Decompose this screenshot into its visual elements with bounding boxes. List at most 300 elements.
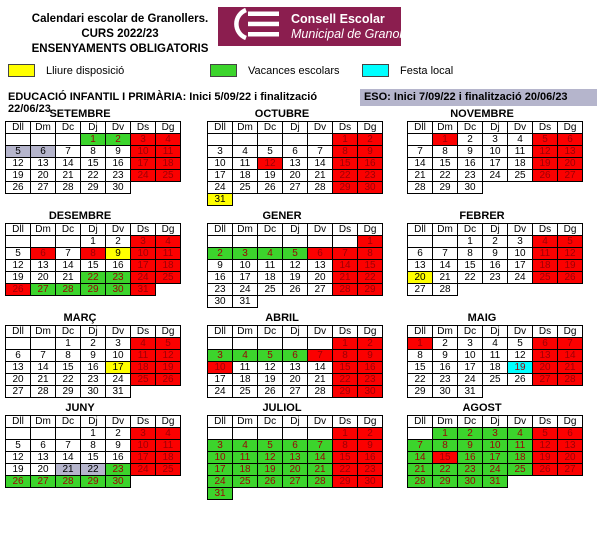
day-cell: 15	[81, 452, 106, 464]
day-cell: 1	[333, 338, 358, 350]
weekday-header: Dll	[208, 416, 233, 428]
weekday-header: Dg	[358, 122, 383, 134]
day-cell: 21	[433, 272, 458, 284]
legend-item-festa-local	[362, 64, 453, 77]
legend-item-lliure-disposicio	[8, 64, 210, 77]
week-row	[208, 452, 383, 464]
weekday-header: Dv	[106, 122, 131, 134]
logo-text-line-1: Consell Escolar	[291, 12, 385, 27]
day-cell: 2	[458, 428, 483, 440]
consell-escolar-logo-icon	[231, 8, 281, 45]
day-cell: 13	[533, 350, 558, 362]
month-juny	[5, 402, 207, 500]
day-cell: 16	[458, 158, 483, 170]
empty-cell	[408, 236, 433, 248]
day-cell: 18	[156, 260, 181, 272]
day-cell: 15	[458, 260, 483, 272]
day-cell: 8	[433, 440, 458, 452]
weekday-header: Dg	[358, 326, 383, 338]
weekday-header-row	[6, 224, 181, 236]
day-cell: 22	[433, 170, 458, 182]
empty-cell	[233, 236, 258, 248]
day-cell: 24	[208, 386, 233, 398]
day-cell: 14	[31, 362, 56, 374]
weekday-header: Dv	[308, 326, 333, 338]
week-row	[208, 350, 383, 362]
calendar-table-juny	[5, 415, 181, 488]
day-cell: 15	[56, 362, 81, 374]
week-row	[6, 428, 181, 440]
day-cell: 2	[358, 338, 383, 350]
weekday-header: Dv	[508, 326, 533, 338]
weekday-header: Dg	[156, 326, 181, 338]
day-cell: 9	[433, 350, 458, 362]
weekday-header: Dv	[308, 416, 333, 428]
empty-cell	[233, 338, 258, 350]
weekday-header: Dm	[233, 122, 258, 134]
empty-cell	[208, 236, 233, 248]
day-cell: 28	[408, 476, 433, 488]
day-cell: 14	[408, 158, 433, 170]
week-row	[408, 182, 583, 194]
day-cell: 28	[333, 284, 358, 296]
week-row	[408, 440, 583, 452]
day-cell: 9	[106, 248, 131, 260]
week-row	[6, 362, 181, 374]
day-cell: 19	[558, 260, 583, 272]
day-cell: 12	[6, 260, 31, 272]
week-row	[408, 350, 583, 362]
day-cell: 2	[483, 236, 508, 248]
calendar-table-marc	[5, 325, 181, 398]
day-cell: 17	[483, 158, 508, 170]
day-cell: 4	[131, 338, 156, 350]
week-row	[6, 248, 181, 260]
week-row	[208, 296, 383, 308]
weekday-header: Dv	[106, 416, 131, 428]
week-row	[408, 386, 583, 398]
day-cell: 1	[408, 338, 433, 350]
day-cell: 23	[358, 464, 383, 476]
empty-cell	[208, 338, 233, 350]
weekday-header: Dc	[458, 416, 483, 428]
weekday-header: Dg	[358, 224, 383, 236]
weekday-header: Dc	[56, 416, 81, 428]
day-cell: 5	[156, 338, 181, 350]
day-cell: 24	[131, 170, 156, 182]
logo-text	[291, 12, 422, 41]
week-row	[6, 440, 181, 452]
weekday-header: Dv	[508, 416, 533, 428]
day-cell: 23	[358, 374, 383, 386]
day-cell: 18	[233, 170, 258, 182]
day-cell: 9	[358, 146, 383, 158]
day-cell: 16	[81, 362, 106, 374]
month-title-agost: AGOST	[462, 402, 502, 414]
weekday-header: Dm	[31, 224, 56, 236]
day-cell: 27	[558, 170, 583, 182]
week-row	[6, 476, 181, 488]
empty-cell	[308, 134, 333, 146]
day-cell: 15	[358, 260, 383, 272]
empty-cell	[208, 428, 233, 440]
day-cell: 5	[508, 338, 533, 350]
week-row	[6, 452, 181, 464]
empty-cell	[308, 428, 333, 440]
month-febrer	[407, 210, 583, 308]
day-cell: 9	[458, 146, 483, 158]
month-title-juliol: JULIOL	[262, 402, 302, 414]
day-cell: 11	[233, 362, 258, 374]
weekday-header: Dll	[208, 326, 233, 338]
empty-cell	[333, 236, 358, 248]
day-cell: 6	[308, 248, 333, 260]
weekday-header-row	[208, 122, 383, 134]
day-cell: 13	[31, 452, 56, 464]
weekday-header-row	[6, 416, 181, 428]
logo-text-line-2: Municipal de Granollers	[291, 26, 423, 41]
day-cell: 16	[106, 260, 131, 272]
legend-swatch-cyan	[362, 64, 389, 77]
page-header	[0, 0, 600, 60]
day-cell: 10	[106, 350, 131, 362]
weekday-header: Dc	[458, 122, 483, 134]
day-cell: 13	[558, 146, 583, 158]
day-cell: 20	[558, 158, 583, 170]
day-cell: 7	[56, 146, 81, 158]
month-desembre	[5, 210, 207, 308]
day-cell: 27	[283, 182, 308, 194]
day-cell: 17	[208, 170, 233, 182]
weekday-header: Dc	[258, 224, 283, 236]
day-cell: 25	[233, 476, 258, 488]
day-cell: 12	[258, 362, 283, 374]
day-cell: 25	[508, 464, 533, 476]
weekday-header: Ds	[533, 224, 558, 236]
page-title-line-3: ENSENYAMENTS OBLIGATORIS	[31, 42, 209, 55]
day-cell: 22	[333, 170, 358, 182]
day-cell: 12	[533, 146, 558, 158]
week-row	[208, 428, 383, 440]
day-cell: 20	[558, 452, 583, 464]
empty-cell	[6, 338, 31, 350]
day-cell: 12	[156, 350, 181, 362]
day-cell: 27	[31, 182, 56, 194]
day-cell: 12	[6, 452, 31, 464]
day-cell: 27	[283, 476, 308, 488]
weekday-header: Dll	[408, 224, 433, 236]
week-row	[408, 236, 583, 248]
day-cell: 17	[131, 260, 156, 272]
month-abril	[207, 312, 407, 398]
weekday-header: Dll	[408, 416, 433, 428]
day-cell: 29	[56, 386, 81, 398]
day-cell: 30	[433, 386, 458, 398]
week-row	[408, 338, 583, 350]
weekday-header: Dc	[258, 122, 283, 134]
empty-cell	[258, 338, 283, 350]
day-cell: 13	[6, 362, 31, 374]
day-cell: 28	[408, 182, 433, 194]
day-cell: 6	[558, 428, 583, 440]
day-cell: 27	[6, 386, 31, 398]
weekday-header: Ds	[333, 224, 358, 236]
day-cell: 1	[333, 134, 358, 146]
day-cell: 10	[483, 146, 508, 158]
weekday-header-row	[6, 122, 181, 134]
legend-label: Festa local	[400, 64, 454, 77]
week-row	[6, 284, 181, 296]
day-cell: 21	[31, 374, 56, 386]
weekday-header: Dj	[483, 326, 508, 338]
day-cell: 29	[408, 386, 433, 398]
weekday-header: Ds	[131, 224, 156, 236]
weekday-header: Dj	[483, 224, 508, 236]
day-cell: 18	[508, 452, 533, 464]
day-cell: 26	[6, 284, 31, 296]
day-cell: 22	[56, 374, 81, 386]
month-title-desembre: DESEMBRE	[48, 210, 112, 222]
week-row	[208, 464, 383, 476]
day-cell: 16	[483, 260, 508, 272]
week-row	[208, 284, 383, 296]
day-cell: 19	[258, 374, 283, 386]
empty-cell	[6, 236, 31, 248]
day-cell: 11	[508, 146, 533, 158]
day-cell: 3	[483, 134, 508, 146]
day-cell: 6	[31, 146, 56, 158]
weekday-header: Dm	[233, 326, 258, 338]
day-cell: 10	[131, 146, 156, 158]
day-cell: 20	[31, 170, 56, 182]
day-cell: 7	[31, 350, 56, 362]
day-cell: 26	[508, 374, 533, 386]
week-row	[408, 158, 583, 170]
empty-cell	[56, 428, 81, 440]
day-cell: 30	[208, 296, 233, 308]
week-row	[408, 146, 583, 158]
day-cell: 9	[483, 248, 508, 260]
day-cell: 15	[408, 362, 433, 374]
day-cell: 4	[156, 236, 181, 248]
week-row	[408, 476, 583, 488]
weekday-header-row	[208, 326, 383, 338]
day-cell: 2	[106, 236, 131, 248]
page-title	[6, 12, 234, 57]
day-cell: 10	[131, 248, 156, 260]
day-cell: 31	[458, 386, 483, 398]
weekday-header: Dm	[433, 122, 458, 134]
empty-cell	[258, 428, 283, 440]
day-cell: 5	[258, 350, 283, 362]
day-cell: 2	[358, 134, 383, 146]
empty-cell	[208, 134, 233, 146]
week-row	[208, 338, 383, 350]
day-cell: 30	[358, 476, 383, 488]
month-gener	[207, 210, 407, 308]
day-cell: 6	[283, 350, 308, 362]
day-cell: 16	[358, 452, 383, 464]
day-cell: 8	[333, 350, 358, 362]
day-cell: 23	[106, 170, 131, 182]
day-cell: 23	[458, 464, 483, 476]
day-cell: 14	[433, 260, 458, 272]
weekday-header: Dg	[156, 224, 181, 236]
day-cell: 24	[106, 374, 131, 386]
calendar-table-setembre	[5, 121, 181, 194]
day-cell: 19	[533, 452, 558, 464]
day-cell: 18	[156, 158, 181, 170]
day-cell: 4	[233, 146, 258, 158]
weekday-header: Dv	[308, 224, 333, 236]
day-cell: 6	[558, 134, 583, 146]
day-cell: 5	[533, 134, 558, 146]
day-cell: 4	[156, 428, 181, 440]
empty-cell	[233, 428, 258, 440]
day-cell: 4	[258, 248, 283, 260]
day-cell: 30	[358, 386, 383, 398]
empty-cell	[258, 134, 283, 146]
weekday-header: Dm	[31, 326, 56, 338]
day-cell: 21	[408, 464, 433, 476]
month-setembre	[5, 108, 207, 206]
day-cell: 12	[533, 440, 558, 452]
day-cell: 31	[483, 476, 508, 488]
day-cell: 11	[533, 248, 558, 260]
day-cell: 2	[106, 134, 131, 146]
weekday-header: Ds	[533, 416, 558, 428]
day-cell: 24	[131, 464, 156, 476]
infantil-primaria-dates: EDUCACIÓ INFANTIL I PRIMÀRIA: Inici 5/09/22 i finalització 22/06/23	[8, 91, 318, 115]
weekday-header: Dc	[458, 326, 483, 338]
weekday-header: Dj	[81, 122, 106, 134]
day-cell: 4	[533, 236, 558, 248]
day-cell: 14	[56, 452, 81, 464]
day-cell: 5	[258, 440, 283, 452]
day-cell: 7	[408, 146, 433, 158]
day-cell: 25	[508, 170, 533, 182]
day-cell: 8	[81, 248, 106, 260]
week-row	[408, 134, 583, 146]
empty-cell	[233, 134, 258, 146]
day-cell: 22	[333, 464, 358, 476]
week-row	[6, 146, 181, 158]
day-cell: 26	[533, 464, 558, 476]
day-cell: 8	[333, 146, 358, 158]
day-cell: 15	[333, 362, 358, 374]
month-title-octubre: OCTUBRE	[254, 108, 310, 120]
day-cell: 6	[283, 440, 308, 452]
day-cell: 28	[56, 284, 81, 296]
empty-cell	[433, 236, 458, 248]
week-row	[208, 170, 383, 182]
day-cell: 11	[233, 452, 258, 464]
day-cell: 3	[458, 338, 483, 350]
consell-escolar-logo	[218, 7, 423, 46]
day-cell: 14	[308, 362, 333, 374]
page-title-line-1: Calendari escolar de Granollers.	[31, 13, 209, 25]
day-cell: 6	[533, 338, 558, 350]
day-cell: 13	[31, 158, 56, 170]
day-cell: 3	[233, 248, 258, 260]
week-row	[408, 362, 583, 374]
empty-cell	[283, 428, 308, 440]
week-row	[6, 386, 181, 398]
day-cell: 7	[56, 248, 81, 260]
month-novembre	[407, 108, 583, 206]
day-cell: 21	[333, 272, 358, 284]
day-cell: 14	[56, 158, 81, 170]
day-cell: 15	[333, 158, 358, 170]
calendar-table-octubre	[207, 121, 383, 206]
legend-swatch-yellow	[8, 64, 35, 77]
day-cell: 3	[106, 338, 131, 350]
empty-cell	[408, 134, 433, 146]
week-row	[408, 260, 583, 272]
day-cell: 24	[208, 476, 233, 488]
week-row	[6, 236, 181, 248]
day-cell: 9	[208, 260, 233, 272]
weekday-header: Dg	[156, 416, 181, 428]
day-cell: 25	[533, 272, 558, 284]
day-cell: 28	[558, 374, 583, 386]
day-cell: 3	[131, 134, 156, 146]
day-cell: 22	[81, 464, 106, 476]
calendar-table-abril	[207, 325, 383, 398]
day-cell: 25	[156, 272, 181, 284]
week-row	[208, 362, 383, 374]
day-cell: 20	[308, 272, 333, 284]
day-cell: 15	[81, 260, 106, 272]
week-row	[408, 452, 583, 464]
day-cell: 23	[106, 464, 131, 476]
day-cell: 23	[483, 272, 508, 284]
weekday-header: Dm	[233, 224, 258, 236]
day-cell: 20	[283, 170, 308, 182]
day-cell: 19	[6, 170, 31, 182]
day-cell: 10	[483, 440, 508, 452]
week-row	[6, 170, 181, 182]
day-cell: 3	[208, 440, 233, 452]
day-cell: 3	[131, 236, 156, 248]
weekday-header-row	[208, 416, 383, 428]
day-cell: 31	[233, 296, 258, 308]
weekday-header-row	[408, 416, 583, 428]
day-cell: 10	[233, 260, 258, 272]
weekday-header: Dm	[433, 326, 458, 338]
day-cell: 31	[208, 194, 233, 206]
day-cell: 5	[258, 146, 283, 158]
day-cell: 5	[558, 236, 583, 248]
weekday-header: Dc	[56, 224, 81, 236]
day-cell: 1	[81, 236, 106, 248]
day-cell: 7	[308, 146, 333, 158]
week-row	[408, 170, 583, 182]
page-title-line-2: CURS 2022/23	[81, 27, 159, 40]
day-cell: 3	[208, 350, 233, 362]
weekday-header: Dg	[558, 416, 583, 428]
day-cell: 20	[408, 272, 433, 284]
day-cell: 14	[333, 260, 358, 272]
day-cell: 23	[433, 374, 458, 386]
weekday-header: Dv	[308, 122, 333, 134]
day-cell: 20	[533, 362, 558, 374]
day-cell: 16	[106, 158, 131, 170]
day-cell: 11	[233, 158, 258, 170]
day-cell: 18	[156, 452, 181, 464]
day-cell: 14	[558, 350, 583, 362]
day-cell: 21	[56, 170, 81, 182]
